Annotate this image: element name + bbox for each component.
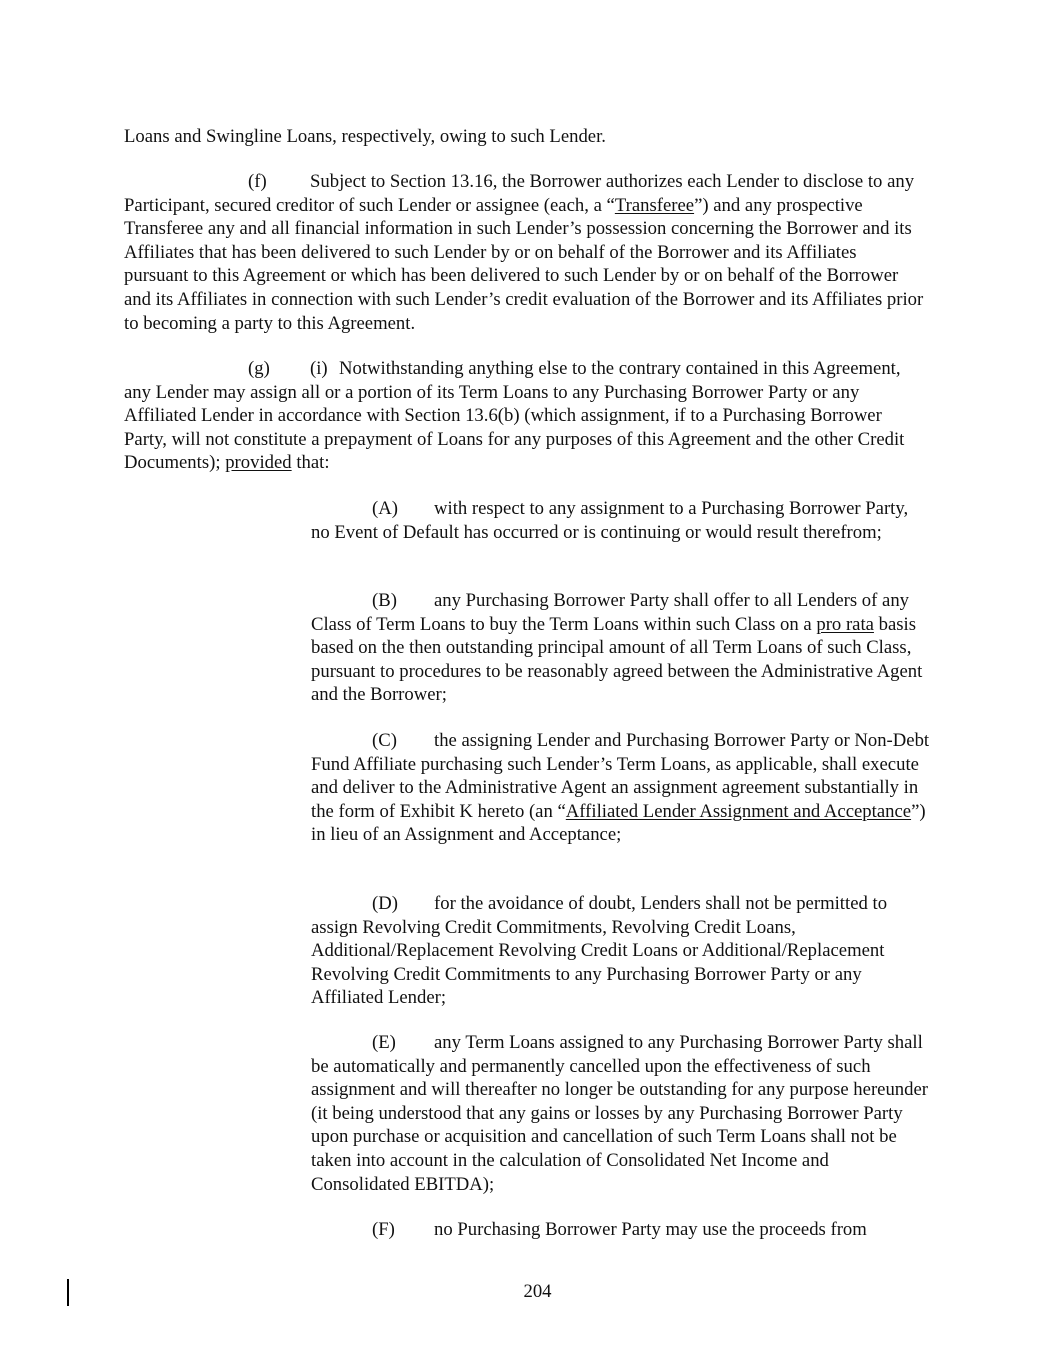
clause-f: (F) no Purchasing Borrower Party may use the proceeds from — [372, 1219, 867, 1240]
clause-a-label: (A) — [372, 498, 398, 519]
clause-a: (A) with respect to any assignment to a Purchasing Borrower Party, no Event of Default has occurred or is continuing or would result therefrom; — [311, 498, 909, 543]
clause-b-label: (B) — [372, 590, 397, 611]
clause-f-label: (F) — [372, 1219, 395, 1240]
paragraph-f-label: (f) — [248, 171, 267, 192]
clause-e: (E) any Term Loans assigned to any Purchasing Borrower Party shall be automatically and permanently cancelled upon the effectiveness of such assignment and will thereafter no longer be outstanding for any purpose hereunder (it being understood that any gains or losses by any Purchasing Borrower Party upon purchase or acquisition and cancellation of such Term Loans shall not be taken into account in the calculation of Consolidated Net Income and Consolidated EBITDA); — [311, 1032, 929, 1195]
top-line: Loans and Swingline Loans, respectively, owing to such Lender. — [124, 126, 606, 147]
paragraph-g-label: (g) — [248, 358, 270, 379]
clause-c: (C) the assigning Lender and Purchasing Borrower Party or Non-Debt Fund Affiliate purchasing such Lender’s Term Loans, as applicable, shall execute and deliver to the Administrative Agent an assignment agreement substantially in the form of Exhibit K hereto (an “Affiliated Lender Assignment and Acceptance”) in lieu of an Assignment and Acceptance; — [311, 730, 930, 846]
clause-c-label: (C) — [372, 730, 397, 751]
clause-b: (B) any Purchasing Borrower Party shall offer to all Lenders of any Class of Term Loans to buy the Term Loans within such Class on a pro rata basis based on the then outstanding principal amount of all Term Loans of such Class, pursuant to procedures to be reasonably agreed between the Administrative Agent and the Borrower; — [311, 590, 923, 706]
paragraph-g: (g) (i) Notwithstanding anything else to the contrary contained in this Agreement, any Lender may assign all or a portion of its Term Loans to any Purchasing Borrower Party or any Affiliated Lender in accordance with Section 13.6(b) (which assignment, if to a Purchasing Borrower Party, will not constitute a prepayment of Loans for any purposes of this Agreement and the other Credit Documents); provided that: — [124, 358, 905, 474]
clause-d-label: (D) — [372, 893, 398, 914]
page-number: 204 — [523, 1281, 552, 1302]
clause-d: (D) for the avoidance of doubt, Lenders shall not be permitted to assign Revolving Credit Commitments, Revolving Credit Loans, Additional/Replacement Revolving Credit Loans or Additional/Replacement Revolving Credit Commitments to any Purchasing Borrower Party or any Affiliated Lender; — [311, 893, 888, 1009]
paragraph-g-sublabel: (i) — [310, 358, 328, 379]
defined-term-affiliated-lender-assignment: Affiliated Lender Assignment and Acceptance — [565, 800, 912, 822]
defined-term-provided: provided — [225, 452, 292, 474]
clause-e-label: (E) — [372, 1032, 396, 1053]
defined-term-transferee: Transferee — [614, 194, 695, 216]
defined-term-pro-rata: pro rata — [816, 613, 874, 635]
paragraph-f: (f) Subject to Section 13.16, the Borrower authorizes each Lender to disclose to any Participant, secured creditor of such Lender or assignee (each, a “Transferee”) and any prospective Transferee any and all financial information in such Lender’s possession concerning the Borrower and its Affiliates that has been delivered to such Lender by or on behalf of the Borrower and its Affiliates pursuant to this Agreement or which has been delivered to such Lender by or on behalf of the Borrower and its Affiliates in connection with such Lender’s credit evaluation of the Borrower and its Affiliates prior to becoming a party to this Agreement. — [124, 171, 924, 334]
